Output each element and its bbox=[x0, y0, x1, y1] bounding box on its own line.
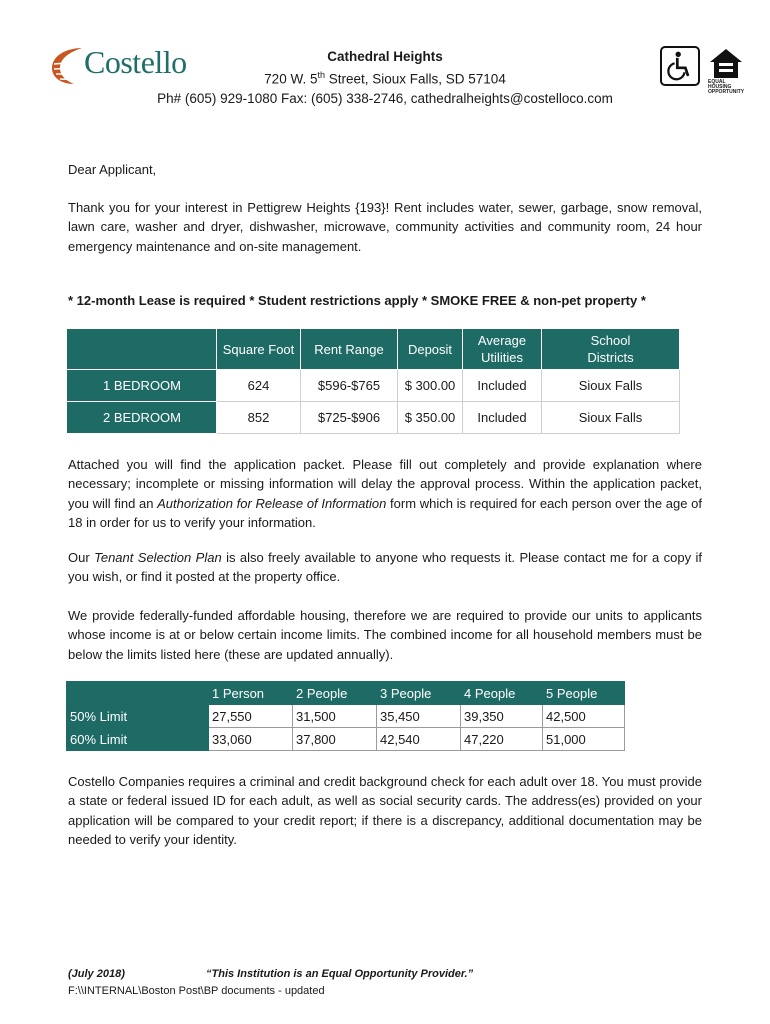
logo-wordmark: Costello bbox=[84, 44, 187, 80]
requirements-line: * 12-month Lease is required * Student restrictions apply * SMOKE FREE & non-pet property * bbox=[68, 293, 646, 308]
header-cell: 1 Person bbox=[209, 682, 293, 705]
table-row bbox=[68, 370, 680, 402]
header-cell bbox=[67, 682, 209, 705]
table-cell: 624 bbox=[217, 370, 301, 402]
header-cell: 5 People bbox=[543, 682, 625, 705]
table-cell: $ 300.00 bbox=[398, 370, 463, 402]
wheelchair-accessible-icon bbox=[660, 46, 700, 86]
table-cell: 42,540 bbox=[377, 728, 461, 751]
greeting: Dear Applicant, bbox=[68, 162, 157, 177]
row-label: 50% Limit bbox=[67, 705, 209, 728]
table-header-row bbox=[67, 682, 625, 705]
property-address: 720 W. 5th Street, Sioux Falls, SD 57104 bbox=[264, 70, 506, 87]
letterhead bbox=[150, 47, 620, 108]
table-cell: 852 bbox=[217, 402, 301, 434]
table-cell: Sioux Falls bbox=[542, 402, 680, 434]
table-cell: 51,000 bbox=[543, 728, 625, 751]
table-cell: 27,550 bbox=[209, 705, 293, 728]
footer-date: (July 2018) bbox=[68, 968, 125, 980]
table-row bbox=[67, 728, 625, 751]
income-limits-paragraph: We provide federally-funded affordable housing, therefore we are required to provide our units to applicants whose income is at or below certain income limits. The combined income for all household members must be below the limits listed here (these are updated annually). bbox=[68, 608, 702, 662]
header-cell: 2 People bbox=[293, 682, 377, 705]
intro-paragraph: Thank you for your interest in Pettigrew Heights {193}! Rent includes water, sewer, garbage, snow removal, lawn care, washer and dryer, dishwasher, microwave, community activities and community room, 24 hour emergency maintenance and on-site management. bbox=[68, 200, 702, 254]
table-cell: Included bbox=[463, 370, 542, 402]
table-cell: Sioux Falls bbox=[542, 370, 680, 402]
header-cell: Square Foot bbox=[217, 329, 301, 370]
header-cell bbox=[68, 329, 217, 370]
table-cell: $ 350.00 bbox=[398, 402, 463, 434]
table-cell: 31,500 bbox=[293, 705, 377, 728]
compliance-icons bbox=[660, 46, 752, 95]
application-paragraph: Attached you will find the application packet. Please fill out completely and provide explanation where necessary; incomplete or missing information will delay the approval process. Within the application packet, you will find an Authorization for Release of Information form which is required for each person over the age of 18 in order for us to verify your information. bbox=[68, 457, 702, 530]
unit-pricing-table bbox=[67, 328, 680, 434]
property-contact: Ph# (605) 929-1080 Fax: (605) 338-2746, cathedralheights@costelloco.com bbox=[157, 90, 613, 106]
header-cell: Average Utilities bbox=[463, 329, 542, 370]
header-cell: 4 People bbox=[461, 682, 543, 705]
table-row bbox=[67, 705, 625, 728]
header-cell: Rent Range bbox=[301, 329, 398, 370]
table-cell: $596-$765 bbox=[301, 370, 398, 402]
row-label: 60% Limit bbox=[67, 728, 209, 751]
property-name: Cathedral Heights bbox=[327, 49, 443, 64]
footer-statement: “This Institution is an Equal Opportunity Provider.” bbox=[206, 968, 474, 980]
table-cell: 39,350 bbox=[461, 705, 543, 728]
row-label: 2 BEDROOM bbox=[68, 402, 217, 434]
income-limits-table bbox=[66, 681, 625, 751]
table-header-row bbox=[68, 329, 680, 370]
header-cell: 3 People bbox=[377, 682, 461, 705]
footer-file-path: F:\\INTERNAL\Boston Post\BP documents - updated bbox=[68, 985, 325, 997]
table-cell: Included bbox=[463, 402, 542, 434]
table-cell: $725-$906 bbox=[301, 402, 398, 434]
background-check-paragraph: Costello Companies requires a criminal and credit background check for each adult over 18. You must provide a state or federal issued ID for each adult, as well as social security cards. The address(es) provided on your application will be compared to your credit report; if there is a discrepancy, additional documentation may be needed to verify your identity. bbox=[68, 774, 702, 847]
table-cell: 37,800 bbox=[293, 728, 377, 751]
table-cell: 47,220 bbox=[461, 728, 543, 751]
table-cell: 42,500 bbox=[543, 705, 625, 728]
table-row bbox=[68, 402, 680, 434]
table-cell: 33,060 bbox=[209, 728, 293, 751]
header-cell: School Districts bbox=[542, 329, 680, 370]
header-cell: Deposit bbox=[398, 329, 463, 370]
selection-plan-paragraph: Our Tenant Selection Plan is also freely available to anyone who requests it. Please contact me for a copy if you wish, or find it posted at the property office. bbox=[68, 550, 702, 585]
eho-caption: EQUAL HOUSING OPPORTUNITY bbox=[708, 79, 745, 95]
row-label: 1 BEDROOM bbox=[68, 370, 217, 402]
table-cell: 35,450 bbox=[377, 705, 461, 728]
logo-swoosh-icon bbox=[52, 48, 82, 84]
